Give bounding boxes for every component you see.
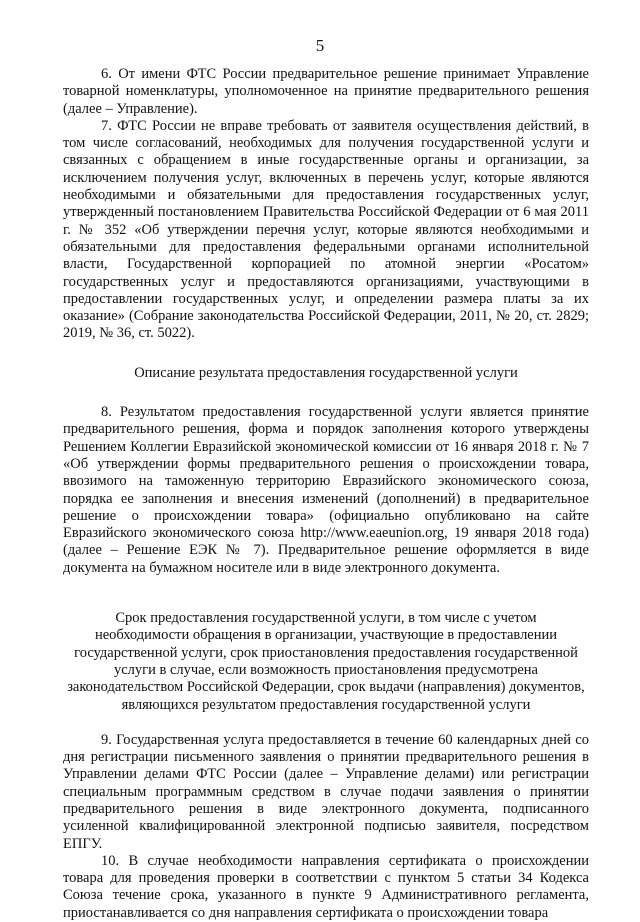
document-body bbox=[63, 66, 589, 922]
heading-line: государственной услуги, срок приостановления предоставления государственной bbox=[74, 644, 578, 661]
paragraph-6: 6. От имени ФТС России предварительное решение принимает Управление товарной номенклатуры, уполномоченное на принятие предварительного решения (далее – Управление). bbox=[63, 66, 589, 117]
heading-line: Срок предоставления государственной услуги, в том числе с учетом bbox=[115, 610, 537, 627]
heading-line: необходимости обращения в организации, участвующие в предоставлении bbox=[94, 627, 558, 644]
paragraph-8: 8. Результатом предоставления государственной услуги является принятие предварительного решения, форма и порядок заполнения которого утверждены Решением Коллегии Евразийской экономической комиссии от 16 января 2018 г. № 7 «Об утверждении формы предварительного решения о происхождении товара, ввозимого на таможенную территорию Евразийского экономического союза, порядка ее заполнения и внесения изменений (дополнений) в предварительное решение о происхождении товара» (официально опубликовано на сайте Евразийского экономического союза http://www.eaeunion.org, 19 января 2018 года) (далее – Решение ЕЭК № 7). Предварительное решение оформляется в виде документа на бумажном носителе или в виде электронного документа. bbox=[63, 404, 589, 576]
heading-line: законодательством Российской Федерации, срок выдачи (направления) документов, bbox=[67, 679, 585, 696]
section-heading-term bbox=[63, 610, 589, 714]
paragraph-9: 9. Государственная услуга предоставляется в течение 60 календарных дней со дня регистрации письменного заявления о принятии предварительного решения в Управлении делами ФТС России (далее – Управление делами) или регистрации специальным программным средством в случае подачи заявления о принятии предварительного решения в виде электронного документа, подписанного усиленной квалифицированной электронной подписью заявителя, посредством ЕПГУ. bbox=[63, 731, 589, 852]
page-number: 5 bbox=[315, 36, 325, 55]
paragraph-7: 7. ФТС России не вправе требовать от заявителя осуществления действий, в том числе согласований, необходимых для получения государственной услуги и связанных с обращением в иные государственные органы и организации, за исключением получения услуг, включенных в перечень услуг, которые являются необходимыми и обязательными для предоставления государственных услуг, утвержденный постановлением Правительства Российской Федерации от 6 мая 2011 г. № 352 «Об утверждении перечня услуг, которые являются необходимыми и обязательными для предоставления федеральными органами исполнительной власти, Государственной корпорацией по атомной энергии «Росатом» государственных услуг и предоставляются организациями, участвующими в предоставлении государственных услуг, и определении размера платы за их оказание» (Собрание законодательства Российской Федерации, 2011, № 20, ст. 2829; 2019, № 36, ст. 5022). bbox=[63, 117, 589, 342]
paragraph-10: 10. В случае необходимости направления сертификата о происхождении товара для проведения проверки в соответствии с пунктом 5 статьи 34 Кодекса Союза течение срока, указанного в пункте 9 Административного регламента, приостанавливается со дня направления сертификата о происхождении товара bbox=[63, 852, 589, 921]
heading-line: являющихся результатом предоставления государственной услуги bbox=[121, 696, 531, 713]
heading-line: услуги в случае, если возможность приостановления предусмотрена bbox=[113, 661, 538, 678]
section-heading-result: Описание результата предоставления государственной услуги bbox=[134, 364, 518, 381]
